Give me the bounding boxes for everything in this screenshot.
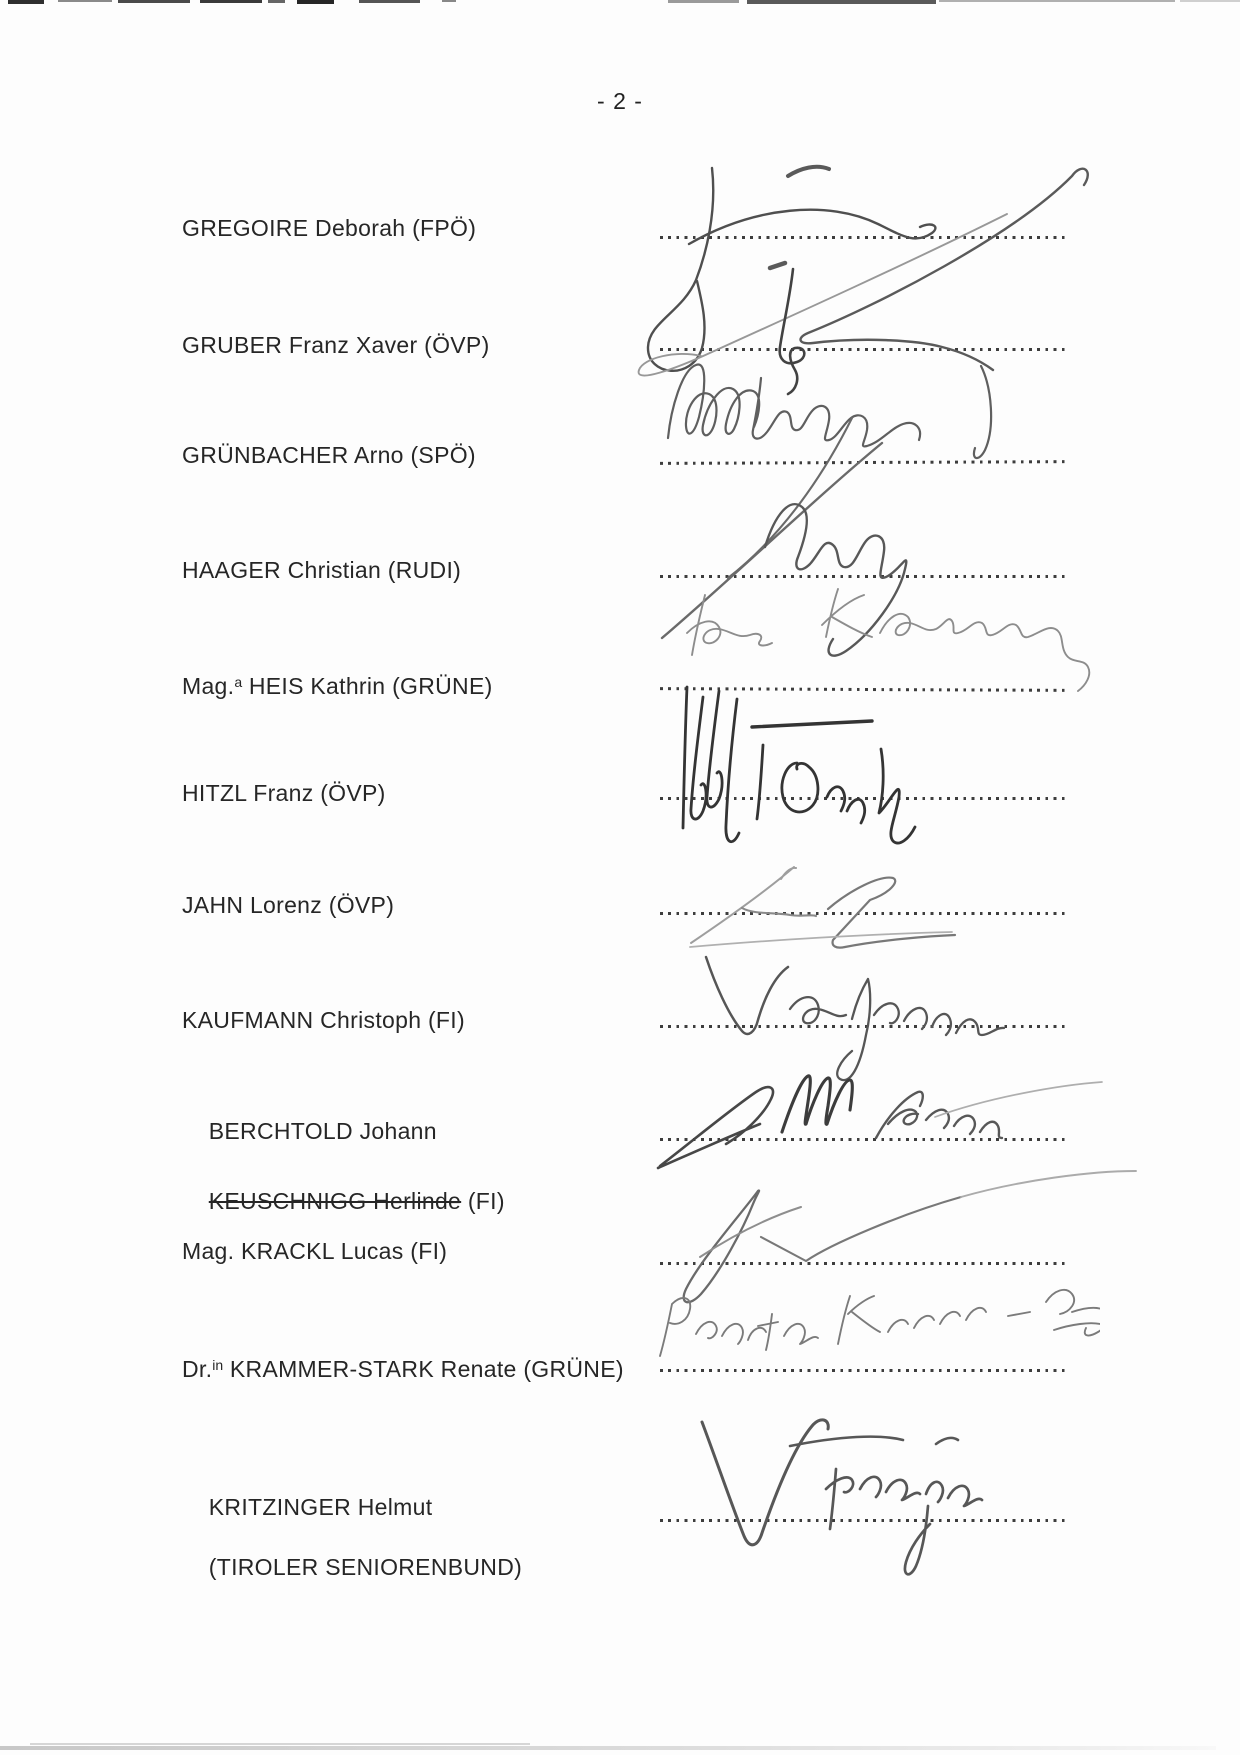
signer-name: GREGOIRE Deborah (FPÖ) (182, 215, 477, 241)
scan-artifact (30, 1743, 530, 1745)
scan-artifact-bottom (0, 1746, 1216, 1750)
scan-artifact (58, 0, 112, 2)
signer-label-jahn (182, 891, 394, 919)
signature-hitzl (640, 630, 1060, 855)
signer-name: BERCHTOLD Johann (208, 1118, 437, 1144)
signer-name: KAUFMANN Christoph (FI) (182, 1007, 465, 1033)
signature-krammer-stark (640, 1285, 1100, 1393)
signer-label-krackl (182, 1237, 447, 1265)
signer-name: JAHN Lorenz (ÖVP) (182, 892, 395, 918)
page-number: - 2 - (597, 88, 643, 114)
scan-artifact (8, 0, 44, 4)
academic-title: Mag. (182, 673, 235, 699)
academic-title-sup: a (234, 674, 243, 690)
signer-party: (FI) (461, 1188, 505, 1214)
signer-name: KRITZINGER Helmut (208, 1494, 433, 1520)
signer-label-kaufmann (182, 1006, 465, 1034)
signer-label-berchtold (182, 1079, 505, 1254)
signer-label-krammer-stark (182, 1351, 624, 1383)
academic-title-sup: in (212, 1357, 224, 1373)
signer-label-gruber (182, 331, 490, 359)
signer-label-kritzinger (182, 1462, 522, 1612)
signer-name: GRUBER Franz Xaver (ÖVP) (182, 332, 490, 358)
signer-label-haager (182, 556, 461, 584)
signer-label-gregoire (182, 214, 476, 242)
signer-name: GRÜNBACHER Arno (SPÖ) (182, 442, 476, 468)
signer-name: KRAMMER-STARK Renate (GRÜNE) (223, 1356, 624, 1382)
scan-artifact (939, 0, 1175, 2)
signer-party: (TIROLER SENIORENBUND) (208, 1554, 523, 1580)
scan-artifact (268, 0, 285, 3)
scan-artifact (200, 0, 262, 3)
scan-artifact (118, 0, 190, 3)
signer-name-struck: KEUSCHNIGG Herlinde (208, 1188, 462, 1214)
signer-name: HITZL Franz (ÖVP) (182, 780, 386, 806)
scan-artifact (668, 0, 739, 3)
academic-title: Dr. (182, 1356, 213, 1382)
scan-artifact (1180, 0, 1240, 2)
scan-artifact (297, 0, 334, 4)
signer-label-hitzl (182, 779, 386, 807)
scan-artifact (442, 0, 456, 2)
signer-name: Mag. KRACKL Lucas (FI) (182, 1238, 448, 1264)
signature-kritzinger (640, 1395, 1080, 1580)
signer-name: HAAGER Christian (RUDI) (182, 557, 462, 583)
signer-name: HEIS Kathrin (GRÜNE) (242, 673, 493, 699)
scan-artifact (359, 0, 420, 3)
scan-artifact (747, 0, 936, 4)
signer-label-heis (182, 668, 493, 700)
signer-label-gruenbacher (182, 441, 476, 469)
